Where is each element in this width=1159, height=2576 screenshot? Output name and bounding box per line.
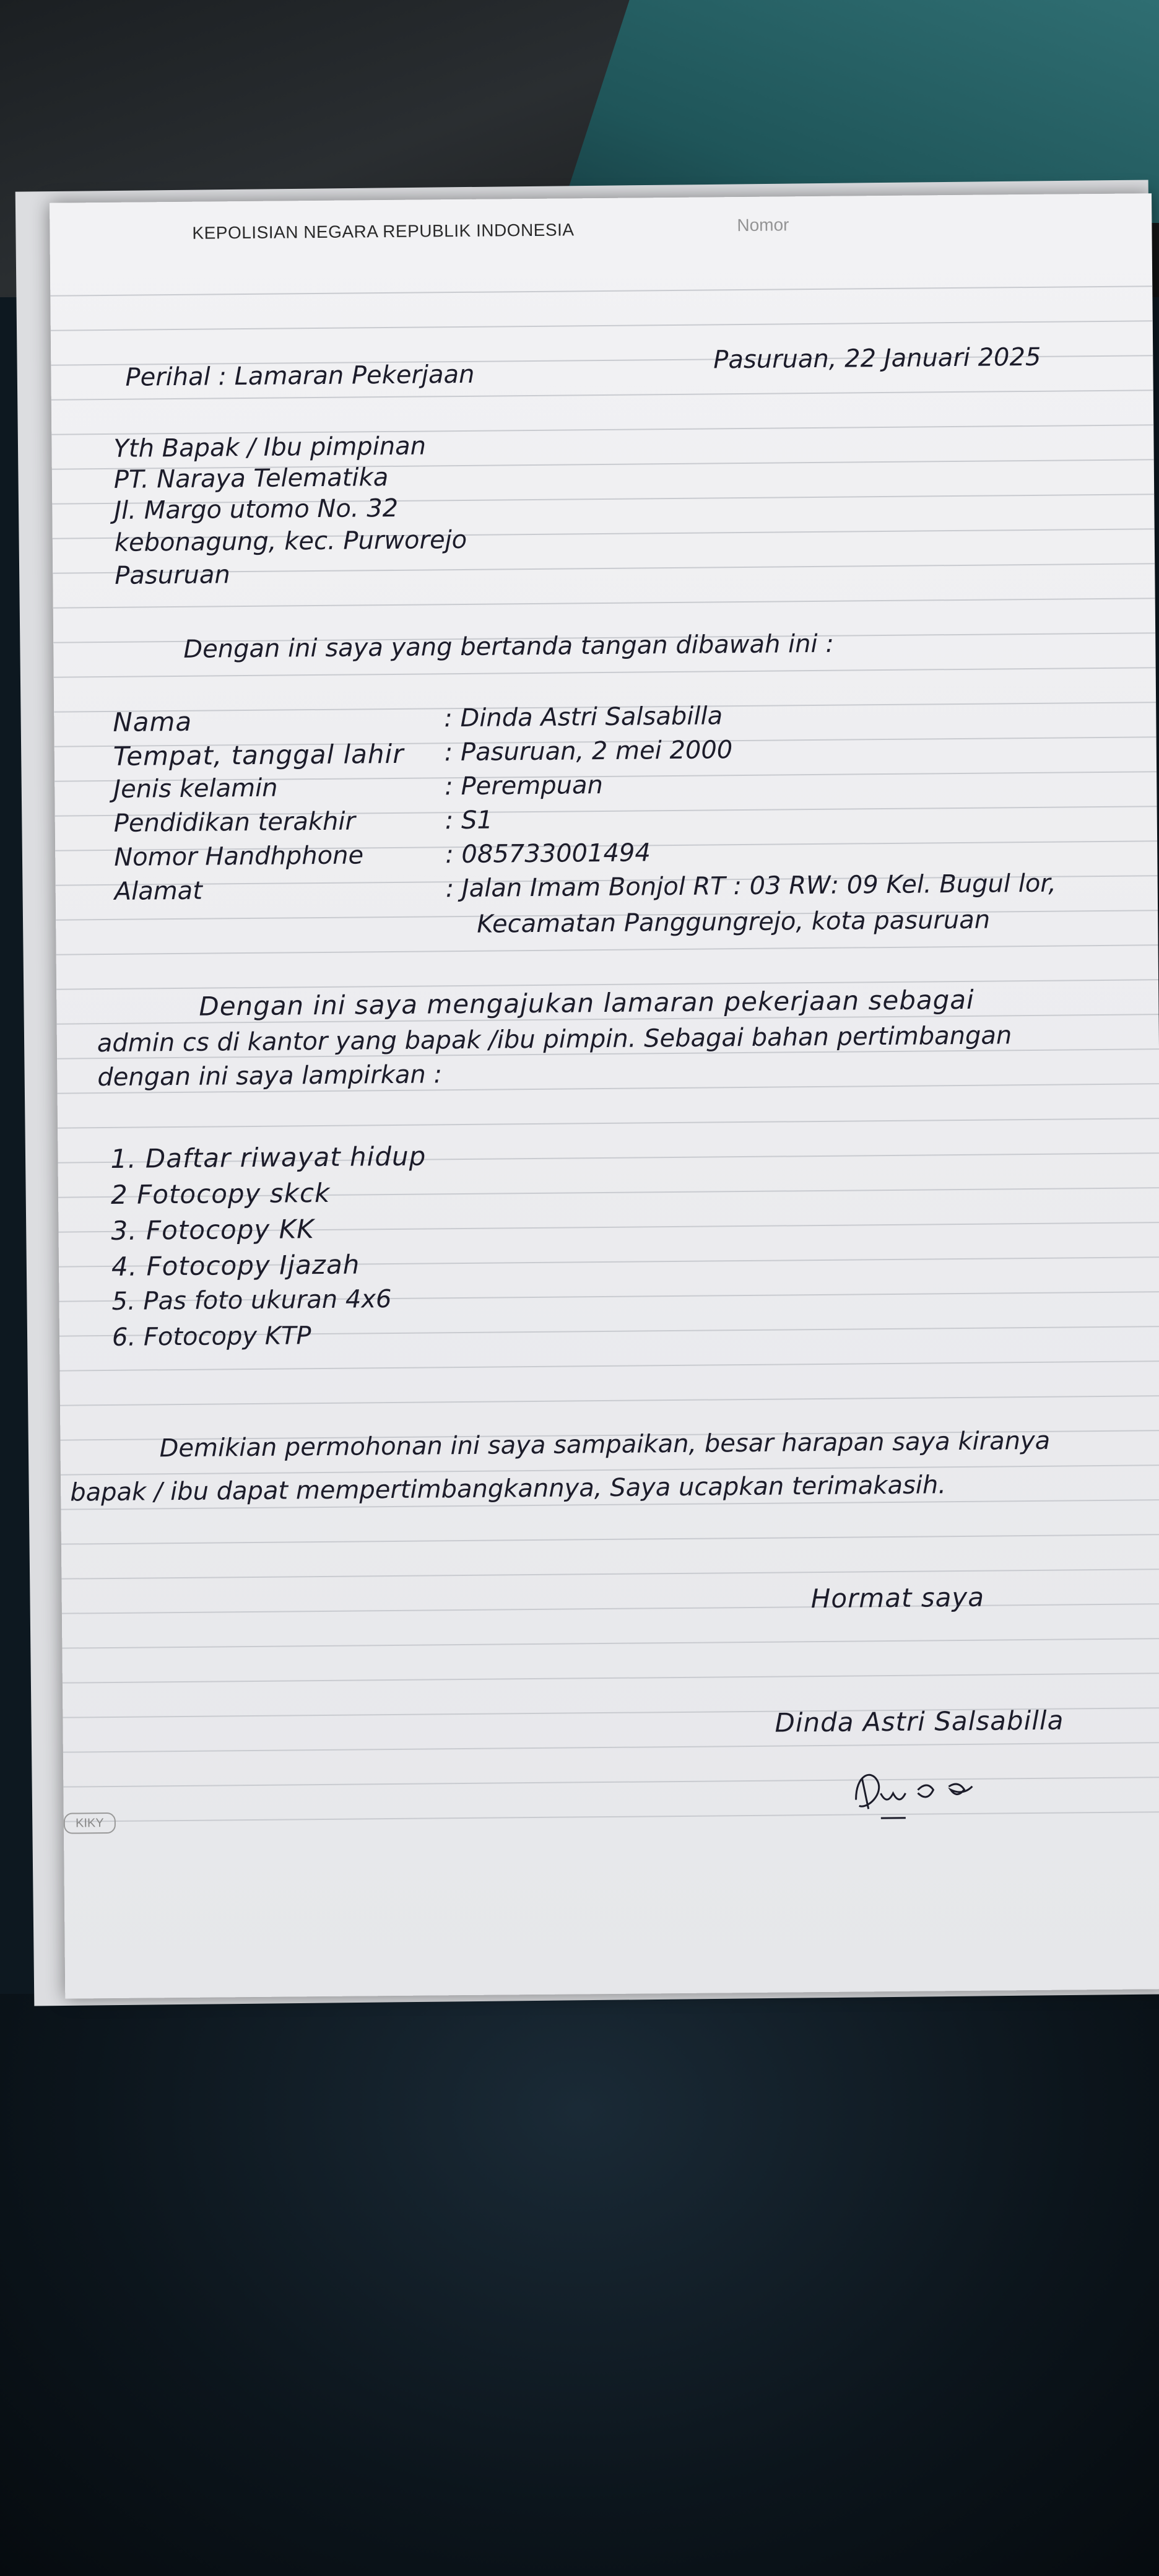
- ruled-line: [56, 945, 1158, 955]
- address-continuation: Kecamatan Panggungrejo, kota pasuruan: [477, 905, 991, 939]
- recipient-line-5: Pasuruan: [115, 560, 230, 590]
- field-label-ttl: Tempat, tanggal lahir: [113, 738, 404, 772]
- kiky-stamp: KIKY: [64, 1812, 116, 1834]
- body-line-1: Dengan ini saya mengajukan lamaran pekerjaan sebagai: [199, 984, 975, 1022]
- ruled-line: [61, 1534, 1159, 1544]
- ruled-line: [63, 1743, 1159, 1752]
- attachment-6: 6. Fotocopy KTP: [111, 1321, 311, 1352]
- recipient-line-1: Yth Bapak / Ibu pimpinan: [113, 432, 427, 463]
- recipient-line-2: PT. Naraya Telematika: [113, 463, 389, 494]
- signer-name: Dinda Astri Salsabilla: [775, 1705, 1064, 1738]
- field-label-nama: Nama: [113, 706, 193, 738]
- ruled-line: [53, 598, 1155, 608]
- ruled-line: [58, 1118, 1159, 1128]
- ruled-line: [62, 1604, 1159, 1614]
- ruled-line: [62, 1638, 1159, 1648]
- ruled-line: [60, 1396, 1159, 1406]
- corner-text: Nomor: [737, 215, 789, 235]
- attachment-3: 3. Fotocopy KK: [111, 1214, 315, 1246]
- signature-mark: [843, 1755, 1005, 1824]
- ruled-line: [59, 1361, 1159, 1371]
- ruled-line: [54, 668, 1156, 677]
- field-label-hp: Nomor Handhphone: [114, 841, 364, 872]
- field-value-hp: : 085733001494: [445, 838, 651, 869]
- field-label-jk: Jenis kelamin: [113, 773, 278, 804]
- subject-line: Perihal : Lamaran Pekerjaan: [125, 360, 475, 392]
- field-value-alamat: : Jalan Imam Bonjol RT : 03 RW: 09 Kel. Bugul lor,: [445, 869, 1057, 903]
- opening-line: Dengan ini saya yang bertanda tangan dibawah ini :: [183, 629, 835, 664]
- background-bottom: [0, 1994, 1159, 2576]
- attachment-4: 4. Fotocopy Ijazah: [111, 1249, 360, 1282]
- body-line-3: dengan ini saya lampirkan :: [97, 1060, 443, 1092]
- place-date: Pasuruan, 22 Januari 2025: [713, 342, 1041, 375]
- field-value-nama: : Dinda Astri Salsabilla: [444, 702, 723, 733]
- ruled-line: [63, 1673, 1159, 1683]
- attachment-5: 5. Pas foto ukuran 4x6: [111, 1285, 392, 1316]
- ruled-line: [51, 321, 1153, 331]
- ruled-line: [50, 286, 1152, 296]
- regards: Hormat saya: [810, 1582, 985, 1614]
- closing-line-1: Demikian permohonan ini saya sampaikan, besar harapan saya kiranya: [159, 1426, 1051, 1463]
- recipient-line-4: kebonagung, kec. Purworejo: [114, 525, 467, 557]
- field-value-pendidikan: : S1: [445, 806, 493, 835]
- recipient-line-3: Jl. Margo utomo No. 32: [114, 494, 399, 525]
- field-value-ttl: : Pasuruan, 2 mei 2000: [444, 736, 733, 767]
- field-label-alamat: Alamat: [114, 876, 203, 906]
- attachment-2: 2 Fotocopy skck: [110, 1177, 331, 1210]
- letter-paper: [50, 193, 1159, 1998]
- closing-line-2: bapak / ibu dapat mempertimbangkannya, Saya ucapkan terimakasih.: [70, 1471, 947, 1507]
- institution-header: KEPOLISIAN NEGARA REPUBLIK INDONESIA: [192, 220, 575, 243]
- ruled-line: [61, 1569, 1159, 1579]
- attachment-1: 1. Daftar riwayat hidup: [110, 1141, 427, 1174]
- field-value-jk: : Perempuan: [445, 771, 604, 801]
- body-line-2: admin cs di kantor yang bapak /ibu pimpin. Sebagai bahan pertimbangan: [97, 1021, 1012, 1058]
- ruled-line: [51, 390, 1153, 400]
- field-label-pendidikan: Pendidikan terakhir: [113, 807, 356, 838]
